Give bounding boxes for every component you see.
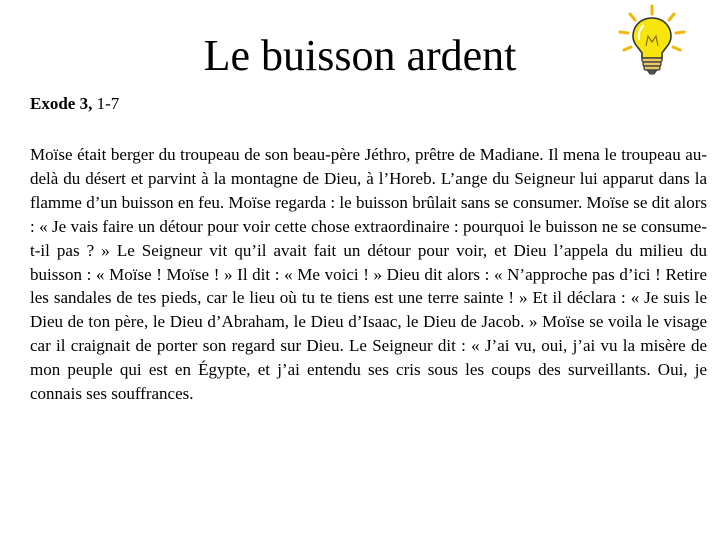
scripture-passage: Moïse était berger du troupeau de son beau-père Jéthro, prêtre de Madiane. Il mena le troupeau au-delà du désert et parvint à la montagne de Dieu, à l’Horeb. L’ange du Seigneur lui apparut dans la flamme d’un buisson en feu. Moïse regarda : le buisson brûlait sans se consumer. Moïse se dit alors : « Je vais faire un détour pour voir cette chose extraordinaire : pourquoi le buisson ne se consume-t-il pas ? » Le Seigneur vit qu’il avait fait un détour pour voir, et Dieu l’appela du milieu du buisson : « Moïse ! Moïse ! » Il dit : « Me voici ! » Dieu dit alors : « N’approche pas d’ici ! Retire les sandales de tes pieds, car le lieu où tu te tiens est une terre sainte ! » Et il déclara : « Je suis le Dieu de ton père, le Dieu d’Abraham, le Dieu d’Isaac, le Dieu de Jacob. » Moïse se voila le visage car il craignait de porter son regard sur Dieu. Le Seigneur dit : « J’ai vu, oui, j’ai vu la misère de mon peuple qui est en Égypte, et j’ai entendu ses cris sous les coups des surveillants. Oui, je connais ses souffrances. <box>30 145 707 404</box>
lightbulb-icon <box>612 2 692 78</box>
reference-book: Exode 3, <box>30 94 93 113</box>
reference-verses: 1-7 <box>96 94 120 113</box>
scripture-reference <box>30 93 119 115</box>
slide-title: Le buisson ardent <box>203 31 517 80</box>
